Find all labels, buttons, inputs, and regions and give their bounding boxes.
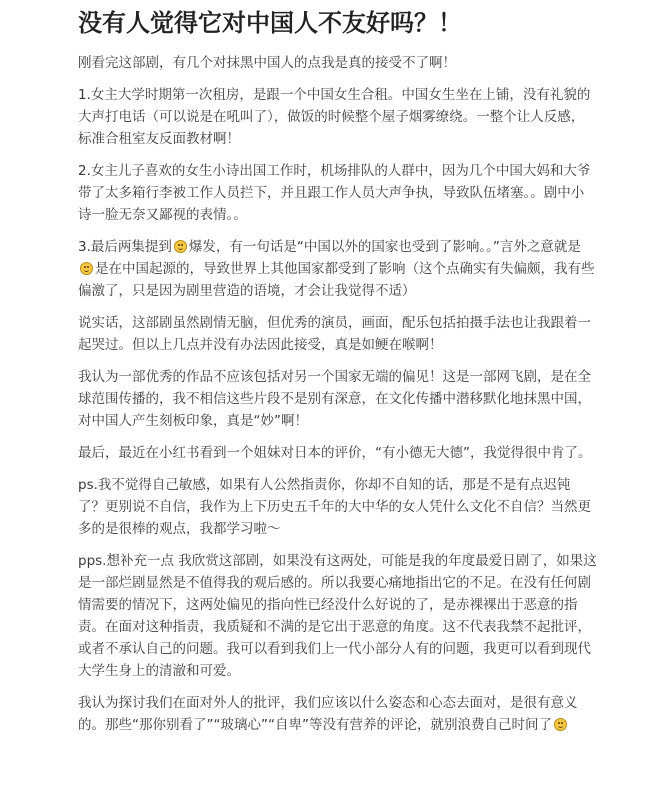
paragraph-pps: pps.想补充一点 我欣赏这部剧，如果没有这两处，可能是我的年度最爱日剧了，如果这是一部烂剧显然是不值得我的观后感的。所以我要心痛地指出它的不足。在没有任何剧情需要的情况下，这两处偏见的指向性已经没什么好说的了，是赤裸裸出于恶意的指责。在面对这种指责，我质疑和不满的是它出于恶意的角度。这不代表我禁不起批评，或者不承认自己的问题。我可以看到我们上一代小部分人有的问题，我更可以看到现代大学生身上的清澈和可爱。 — [78, 553, 597, 679]
paragraph-conclusion-text: 我认为探讨我们在面对外人的批评，我们应该以什么姿态和心态去面对，是很有意义的。那些“那你别看了”“玻璃心”“自卑”等没有营养的评论，就别浪费自己时间了 — [78, 695, 578, 733]
paragraph-point-2: 2.女主儿子喜欢的女生小诗出国工作时，机场排队的人群中，因为几个中国大妈和大爷带了太多箱行李被工作人员拦下，并且跟工作人员大声争执，导致队伍堵塞。。剧中小诗一脸无奈又鄙视的表情。。 — [78, 163, 591, 223]
paragraph-ps: ps.我不觉得自己敏感，如果有人公然指责你，你却不自知的话，那是不是有点迟钝了？更别说不自信，我作为上下历史五千年的大中华的女人凭什么文化不自信？当然更多的是很棒的观点，我都学习啦～ — [78, 477, 591, 537]
grinning-face-icon — [174, 240, 187, 253]
paragraph-point-1: 1.女主大学时期第一次租房，是跟一个中国女生合租。中国女生坐在上铺，没有礼貌的大声打电话（可以说是在吼叫了），做饭的时候整个屋子烟雾缭绕。一整个让人反感，标准合租室友反面教材啊！ — [78, 87, 591, 147]
paragraph-finally: 最后，最近在小红书看到一个姐妹对日本的评价，“有小德无大德”，我觉得很中肯了。 — [78, 445, 592, 461]
paragraph-point-3-part-b: 爆发，有一句话是“中国以外的国家也受到了影响。。”言外之意就是 — [188, 239, 581, 255]
paragraph-opinion: 说实话，这部剧虽然剧情无脑，但优秀的演员，画面，配乐包括拍摄手法也让我跟着一起哭过。但以上几点并没有办法因此接受，真是如鲠在喉啊！ — [78, 315, 591, 353]
paragraph-conclusion — [78, 692, 597, 736]
paragraph-point-3-part-a: 3.最后两集提到 — [78, 239, 172, 255]
grinning-face-icon — [80, 262, 93, 275]
paragraph-point-3-part-c: 是在中国起源的，导致世界上其他国家都受到了影响（这个点确实有失偏颇，我有些偏激了，只是因为剧里营造的语境，才会让我觉得不适） — [78, 261, 595, 299]
paragraph-argument: 我认为一部优秀的作品不应该包括对另一个国家无端的偏见！这是一部网飞剧，是在全球范围传播的，我不相信这些片段不是别有深意，在文化传播中潜移默化地抹黑中国，对中国人产生刻板印象，真是“妙”啊！ — [78, 369, 591, 429]
paragraph-intro: 刚看完这部剧，有几个对抹黑中国人的点我是真的接受不了啊！ — [78, 55, 456, 71]
smiling-face-icon — [554, 718, 567, 731]
paragraph-point-3 — [78, 236, 597, 302]
post-title: 没有人觉得它对中国人不友好吗？！ — [78, 9, 462, 37]
